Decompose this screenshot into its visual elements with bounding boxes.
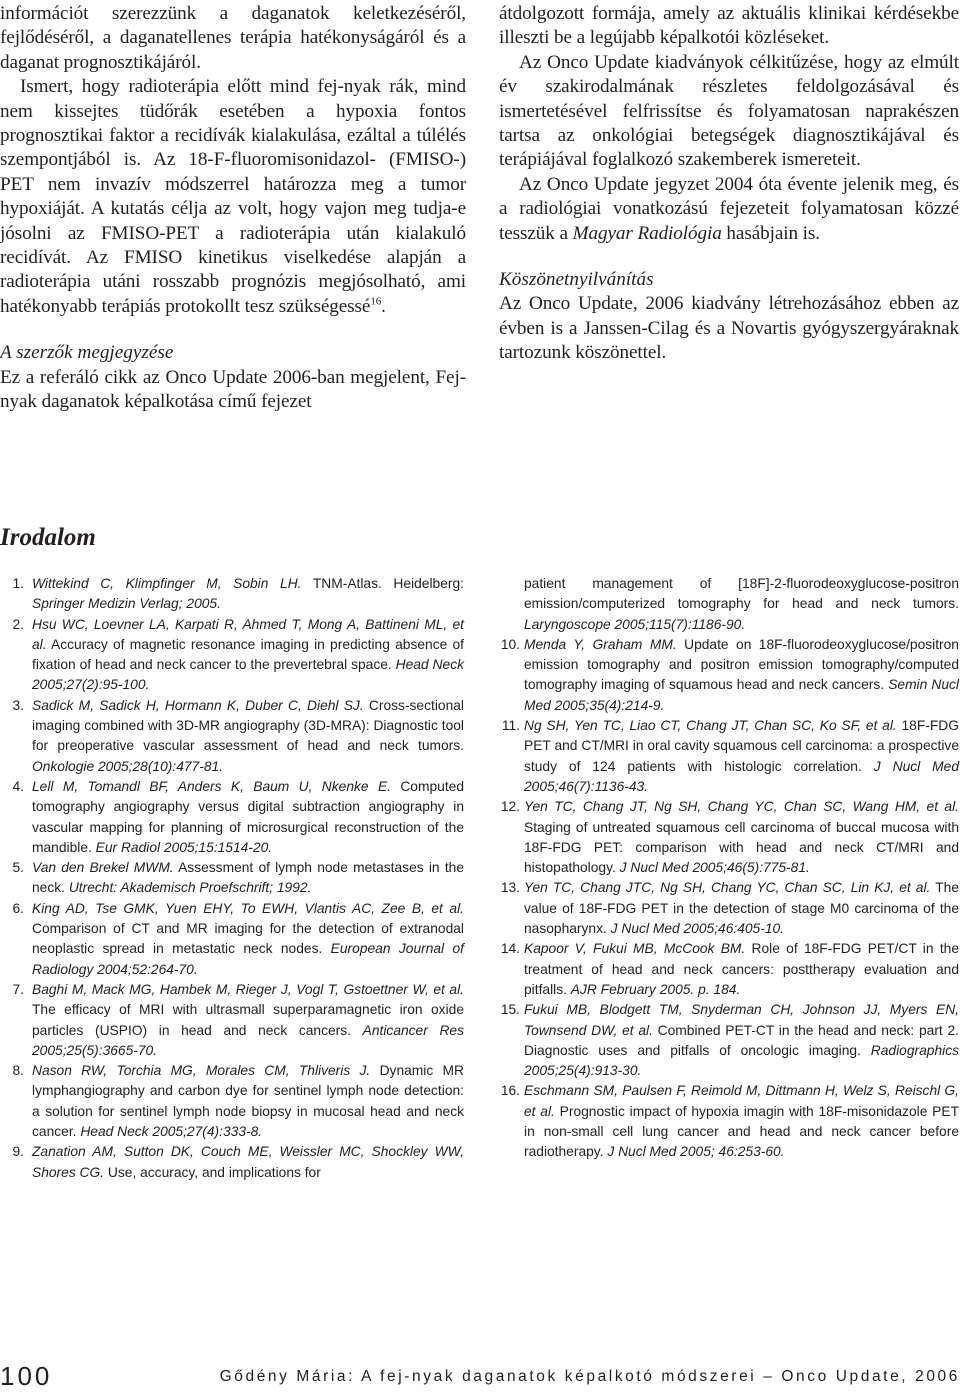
reference-authors: Sadick M, Sadick H, Hormann K, Duber C, Diehl SJ.: [32, 697, 364, 713]
references-list-right: [494, 574, 959, 1163]
acknowledgement-heading: Köszönetnyilvánítás: [499, 269, 654, 291]
reference-item: [4, 899, 464, 980]
reference-item: [4, 777, 464, 858]
reference-authors: Zanation AM, Sutton DK, Couch ME, Weissler MC, Shockley WW, Shores CG.: [32, 1144, 464, 1180]
reference-title: Cross-sectional imaging combined with 3D-MR angiography (3D-MRA): Diagnostic tool for preoperative vascular assessment of head and neck tumors.: [32, 697, 464, 754]
acknowledgement-text: Az Onco Update, 2006 kiadvány létrehozásához ebben az évben is a Janssen-Cilag és a Novartis gyógyszergyáraknak tartozunk köszönettel.: [499, 293, 959, 364]
reference-authors: Baghi M, Mack MG, Hambek M, Rieger J, Vogl T, Gstoettner W, et al.: [32, 981, 464, 997]
reference-title: Update on 18F-fluorodeoxyglucose/positron emission tomography and positron emission tomography/computed tomography imaging of squamous head and neck cancers.: [524, 636, 959, 693]
reference-title: Staging of untreated squamous cell carcinoma of buccal mucosa with 18F-FDG PET: comparison with head and neck CT/MRI and histopathology.: [524, 819, 959, 876]
reference-authors: Menda Y, Graham MM.: [524, 636, 677, 652]
reference-authors: Nason RW, Torchia MG, Morales CM, Thliveris J.: [32, 1063, 371, 1079]
reference-number: 3.: [12, 697, 24, 713]
body-column-right: [499, 2, 959, 366]
reference-item: [4, 980, 464, 1061]
reference-number: 14.: [500, 941, 520, 957]
reference-authors: Lell M, Tomandl BF, Anders K, Baum U, Nkenke E.: [32, 778, 391, 794]
reference-item: [4, 696, 464, 777]
paragraph-hypoxia-tail: .: [381, 295, 386, 317]
reference-number: 1.: [12, 576, 24, 591]
references-list-left: [4, 574, 464, 1183]
reference-authors: Eschmann SM, Paulsen F, Reimold M, Dittmann H, Welz S, Reischl G, et al.: [524, 1083, 959, 1119]
reference-item: [494, 574, 959, 635]
reference-source: Semin Nucl Med 2005;35(4):214-9.: [524, 677, 960, 713]
reference-source: Eur Radiol 2005;15:1514-20.: [95, 839, 273, 855]
reference-title: Dynamic MR lymphangiography and carbon dye for sentinel lymph node detection: a solution for sentinel lymph node biopsy in mucosal head and neck cancer.: [32, 1063, 464, 1140]
reference-number: 16.: [500, 1083, 520, 1099]
reference-item: [4, 1061, 464, 1142]
journal-name: Magyar Radiológia: [572, 222, 722, 244]
paragraph-hypoxia-text: Ismert, hogy radioterápia előtt mind fej-nyak rák, mind nem kissejtes tüdőrák esetében a hypoxia fontos prognosztikai faktor a recidívák kialakulása, ezáltal a túlélés szempontjából is. Az 18-F-fluoromisonidazol- (FMISO-) PET nem invazív módszerrel határozza meg a tumor hypoxiáját. A kutatás célja az volt, hogy vajon meg tudja-e jósolni az FMISO-PET a radioterápia után kialakuló recidívát. Az FMISO kinetikus viselkedése alapján a radioterápia utáni rosszabb prognózis megjósolható, ami hatékonyabb terápiás protokollt tesz szükségessé: [0, 76, 466, 317]
reference-source: AJR February 2005. p. 184.: [570, 981, 741, 997]
reference-source: Laryngoscope 2005;115(7):1186-90.: [524, 616, 746, 632]
running-title: Gődény Mária: A fej-nyak daganatok képalkotó módszerei – Onco Update, 2006: [219, 1368, 960, 1385]
reference-title: Combined PET-CT in the head and neck: part 2. Diagnostic uses and pitfalls of oncologic imaging.: [524, 1022, 959, 1058]
reference-source: Head Neck 2005;27(2):95-100.: [32, 657, 464, 693]
reference-authors: Kapoor V, Fukui MB, McCook BM.: [524, 941, 746, 957]
reference-number: 7.: [12, 981, 24, 997]
reference-title: The efficacy of MRI with ultrasmall superparamagnetic iron oxide particles (USPIO) in head and neck cancers.: [32, 1002, 464, 1038]
reference-item: [4, 858, 464, 899]
reference-authors: Hsu WC, Loevner LA, Karpati R, Ahmed T, Mong A, Battineni ML, et al.: [32, 616, 464, 652]
paragraph-hypoxia: [0, 75, 466, 319]
reference-source: Onkologie 2005;28(10):477-81.: [32, 758, 223, 774]
reference-number: 10.: [500, 636, 520, 652]
reference-title: Computed tomography angiography versus digital subtraction angiography in vascular mapping for planning of microsurgical reconstruction of the mandible.: [32, 778, 464, 855]
reference-title: patient management of [18F]-2-fluorodeoxyglucose-positron emission/computerized tomography for head and neck tumors.: [524, 576, 959, 612]
reference-item: [4, 1142, 464, 1183]
reference-authors: Wittekind C, Klimpfinger M, Sobin LH.: [32, 576, 302, 591]
reference-source: J Nucl Med 2005; 46:253-60.: [607, 1144, 785, 1160]
reference-title: 18F-FDG PET and CT/MRI in oral cavity squamous cell carcinoma: a prospective study of 124 patients with histologic correlation.: [524, 718, 959, 774]
reference-item: [494, 716, 959, 797]
reference-authors: Ng SH, Yen TC, Liao CT, Chang JT, Chan SC, Ko SF, et al.: [524, 718, 897, 734]
reference-title: Use, accuracy, and implications for: [104, 1164, 321, 1180]
reference-number: 5.: [12, 860, 24, 876]
reference-number: 13.: [500, 880, 520, 896]
reference-number: 6.: [12, 900, 24, 916]
reference-item: [4, 574, 464, 615]
reference-source: European Journal of Radiology 2004;52:264-70.: [32, 941, 464, 977]
reference-source: Utrecht: Akademisch Proefschrift; 1992.: [68, 880, 312, 896]
reference-title: Comparison of CT and MR imaging for the detection of extranodal neoplastic spread in metastatic neck nodes.: [32, 921, 464, 957]
reference-authors: Fukui MB, Blodgett TM, Snyderman CH, Johnson JJ, Myers EN, Townsend DW, et al.: [524, 1002, 959, 1038]
reference-number: 8.: [12, 1063, 24, 1079]
reference-title: Role of 18F-FDG PET/CT in the treatment of head and neck cancers: posttherapy evaluation and pitfalls.: [524, 941, 959, 997]
reference-source: Radiographics 2005;25(4):913-30.: [524, 1042, 959, 1079]
reference-number: 9.: [12, 1144, 24, 1160]
authors-note-text-end: átdolgozott formája, amely az aktuális klinikai kérdésekbe illeszti be a legújabb képalkotói közléseket.: [499, 3, 959, 49]
reference-source: Anticancer Res 2005;25(5):3665-70.: [32, 1022, 464, 1058]
reference-authors: Yen TC, Chang JT, Ng SH, Chang YC, Chan SC, Wang HM, et al.: [524, 799, 959, 815]
authors-note-text-start: Ez a referáló cikk az Onco Update 2006-ban megjelent, Fej-nyak daganatok képalkotása című fejezet: [0, 366, 466, 413]
reference-number: 11.: [501, 718, 520, 734]
history-tail: hasábjain is.: [721, 222, 820, 244]
reference-source: Head Neck 2005;27(4):333-8.: [80, 1124, 263, 1140]
reference-number: 12.: [500, 799, 520, 815]
page-footer: [0, 1361, 960, 1392]
references-heading: Irodalom: [0, 524, 96, 551]
history-text: Az Onco Update jegyzet 2004 óta évente jelenik meg, és a radiológiai vonatkozású fejezeteit folyamatosan közzé tesszük a: [499, 173, 959, 244]
paragraph-intro-tail: információt szerezzünk a daganatok keletkezéséről, fejlődéséről, a daganatellenes terápia hatékonyságáról és a daganat prognosztikájáról.: [0, 3, 466, 73]
reference-source: Springer Medizin Verlag; 2005.: [32, 596, 221, 612]
reference-title: Assessment of lymph node metastases in the neck.: [32, 860, 464, 896]
reference-item: [494, 797, 959, 878]
reference-item: [494, 635, 959, 716]
authors-note-heading: A szerzők megjegyzése: [0, 342, 174, 364]
reference-number: 15.: [500, 1002, 520, 1018]
reference-number: 2.: [12, 616, 24, 632]
reference-title: Prognostic impact of hypoxia imagin with 18F-misonidazole PET in non-small cell lung cancer and head and neck cancer before radiotherapy.: [524, 1103, 959, 1160]
paragraph-onco-update-goal: Az Onco Update kiadványok célkitűzése, hogy az elmúlt év szakirodalmának részletes feldolgozásával és ismertetésével felfrissítse és folyamatosan naprakészen tartsa az onkológiai betegségek diagnosztikájával és terápiájával foglalkozó szakemberek ismereteit.: [499, 51, 959, 171]
reference-authors: King AD, Tse GMK, Yuen EHY, To EWH, Vlantis AC, Zee B, et al.: [32, 900, 464, 916]
reference-item: [494, 878, 959, 939]
reference-item: [4, 615, 464, 696]
reference-title: TNM-Atlas. Heidelberg:: [301, 576, 464, 591]
reference-number: 4.: [12, 778, 24, 794]
reference-authors: Van den Brekel MWM.: [32, 860, 174, 876]
reference-authors: Yen TC, Chang JTC, Ng SH, Chang YC, Chan SC, Lin KJ, et al.: [524, 880, 931, 896]
paragraph-onco-update-history: [499, 173, 959, 246]
reference-source: J Nucl Med 2005;46(5):775-81.: [619, 860, 810, 876]
citation-superscript: 16: [370, 295, 382, 308]
reference-source: J Nucl Med 2005;46(7):1136-43.: [524, 758, 959, 794]
reference-item: [494, 1081, 959, 1162]
body-column-left: [0, 2, 466, 415]
reference-item: [494, 1000, 959, 1081]
reference-title: Accuracy of magnetic resonance imaging in predicting absence of fixation of head and neck cancer to the prevertebral space.: [32, 636, 464, 673]
reference-source: J Nucl Med 2005;46:405-10.: [610, 921, 785, 937]
reference-title: The value of 18F-FDG PET in the detection of stage M0 carcinoma of the nasopharynx.: [524, 880, 960, 937]
reference-item: [494, 939, 959, 1000]
page-number: 100: [0, 1361, 53, 1391]
